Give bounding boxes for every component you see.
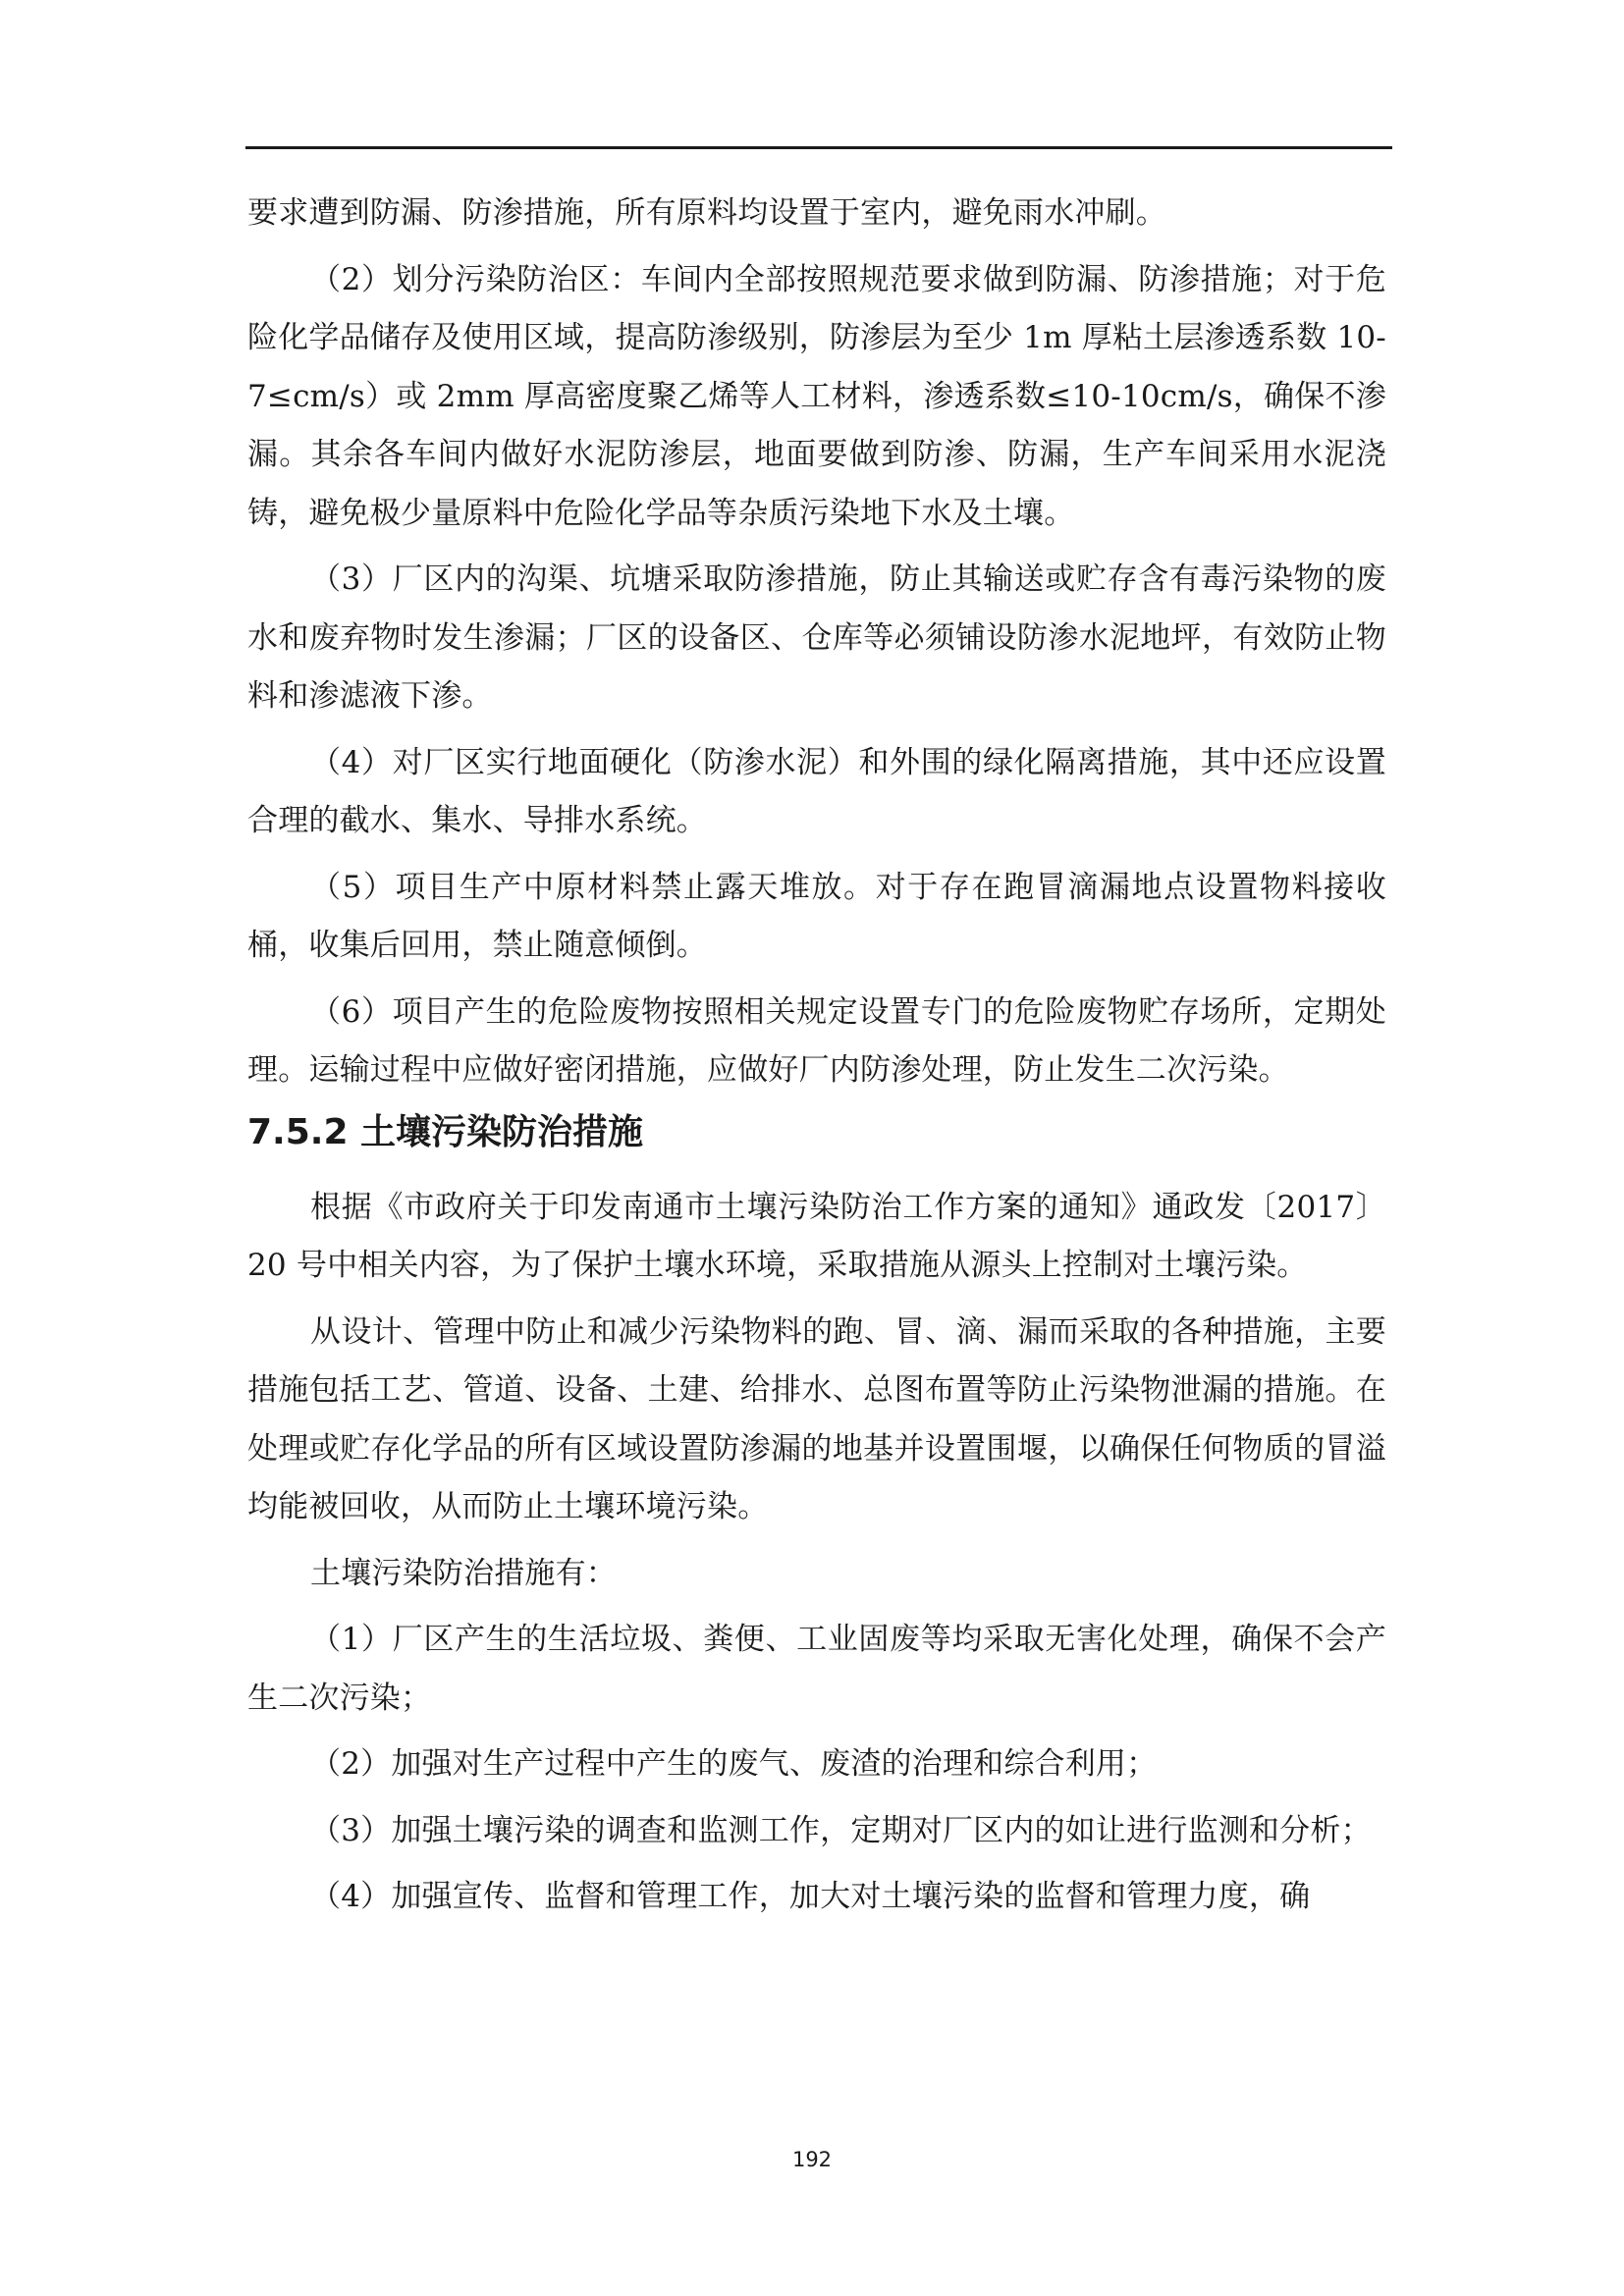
paragraph-continuation: 要求遭到防漏、防渗措施，所有原料均设置于室内，避免雨水冲刷。 (247, 195, 1166, 231)
paragraph-measure-3: （3）加强土壤污染的调查和监测工作，定期对厂区内的如让进行监测和分析； (310, 1812, 1372, 1848)
document-body (247, 185, 1386, 1927)
paragraph-measures-intro: 土壤污染防治措施有： (310, 1555, 617, 1591)
paragraph-measure-1: （1）厂区产生的生活垃圾、粪便、工业固废等均采取无害化处理，确保不会产生二次污染； (247, 1622, 1386, 1716)
paragraph-measure-2: （2）加强对生产过程中产生的废气、废渣的治理和综合利用； (310, 1746, 1158, 1782)
paragraph-item-4: （4）对厂区实行地面硬化（防渗水泥）和外围的绿化隔离措施，其中还应设置合理的截水、集水、导排水系统。 (247, 744, 1386, 838)
paragraph-design-measures: 从设计、管理中防止和减少污染物料的跑、冒、滴、漏而采取的各种措施，主要措施包括工艺、管道、设备、土建、给排水、总图布置等防止污染物泄漏的措施。在处理或贮存化学品的所有区域设置防渗漏的地基并设置围堰，以确保任何物质的冒溢均能被回收，从而防止土壤环境污染。 (247, 1313, 1386, 1524)
paragraph-item-2: （2）划分污染防治区：车间内全部按照规范要求做到防漏、防渗措施；对于危险化学品储存及使用区域，提高防渗级别，防渗层为至少 1m 厚粘土层渗透系数 10-7≤cm/s）或 2mm 厚高密度聚乙烯等人工材料，渗透系数≤10-10cm/s，确保不渗漏。其余各车间内做好水泥防渗层，地面要做到防渗、防漏，生产车间采用水泥浇铸，避免极少量原料中危险化学品等杂质污染地下水及土壤。 (247, 261, 1386, 531)
paragraph-policy-basis: 根据《市政府关于印发南通市土壤污染防治工作方案的通知》通政发〔2017〕20 号中相关内容，为了保护土壤水环境，采取措施从源头上控制对土壤污染。 (247, 1189, 1386, 1283)
page-number: 192 (791, 2148, 833, 2171)
header-rule (245, 146, 1392, 149)
section-heading: 7.5.2 土壤污染防治措施 (247, 1111, 644, 1152)
paragraph-item-6: （6）项目产生的危险废物按照相关规定设置专门的危险废物贮存场所，定期处理。运输过程中应做好密闭措施，应做好厂内防渗处理，防止发生二次污染。 (247, 993, 1386, 1088)
paragraph-measure-4: （4）加强宣传、监督和管理工作，加大对土壤污染的监督和管理力度，确 (310, 1879, 1311, 1914)
paragraph-item-5: （5）项目生产中原材料禁止露天堆放。对于存在跑冒滴漏地点设置物料接收桶，收集后回用，禁止随意倾倒。 (247, 869, 1386, 963)
paragraph-item-3: （3）厂区内的沟渠、坑塘采取防渗措施，防止其输送或贮存含有毒污染物的废水和废弃物时发生渗漏；厂区的设备区、仓库等必须铺设防渗水泥地坪，有效防止物料和渗滤液下渗。 (247, 561, 1386, 714)
